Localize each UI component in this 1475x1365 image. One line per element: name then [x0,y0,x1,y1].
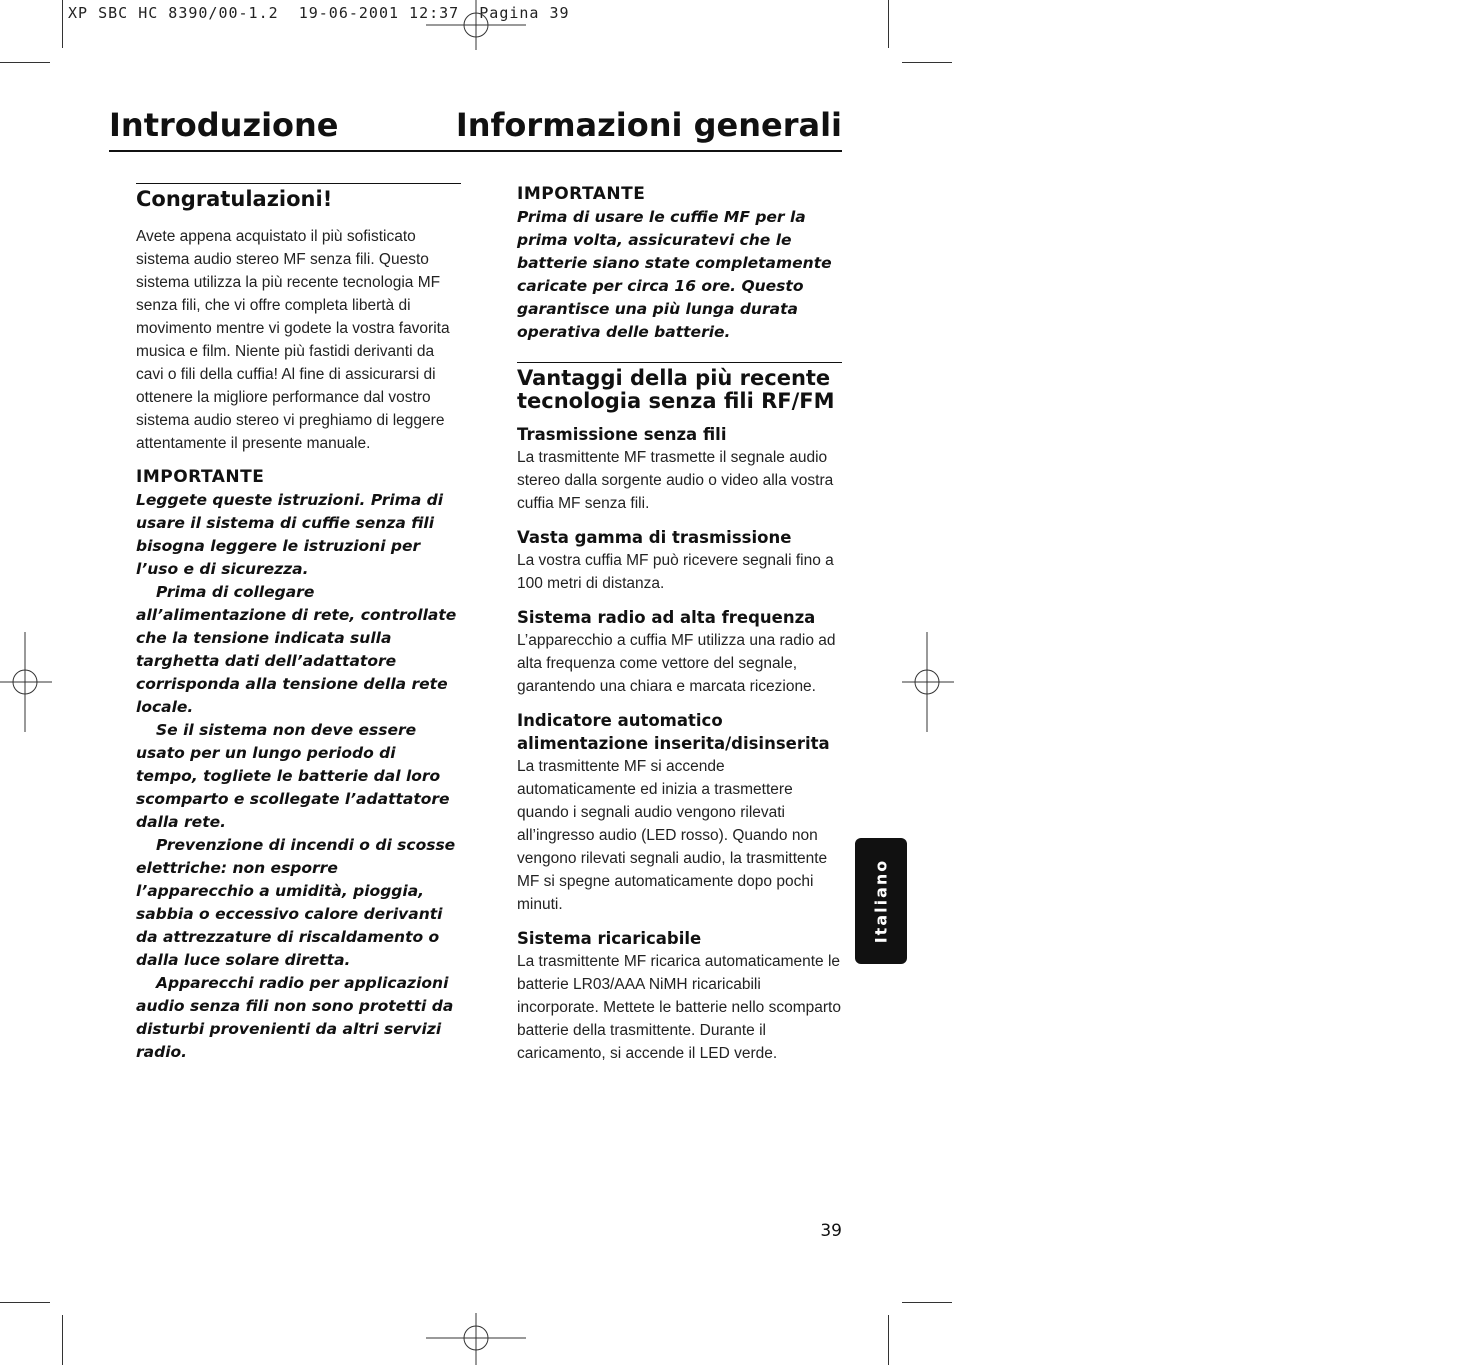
feature-title: Sistema radio ad alta frequenza [517,608,816,627]
section-divider [136,183,461,184]
feature-item [517,927,842,1065]
registration-mark-icon [426,1313,526,1365]
feature-item [517,423,842,515]
page-title: Informazioni generali [455,106,842,144]
important-paragraph: Se il sistema non deve essere usato per un lungo periodo di tempo, togliete le batterie dal loro scomparto e scollegate l’adattatore dalla rete. [136,721,450,831]
feature-text: La trasmittente MF trasmette il segnale audio stereo dalla sorgente audio o video alla vostra cuffia MF senza fili. [517,449,834,512]
print-slug: XP SBC HC 8390/00-1.2 19-06-2001 12:37 Pagina 39 [68,4,570,22]
feature-text: L’apparecchio a cuffia MF utilizza una radio ad alta frequenza come vettore del segnale, garantendo una chiara e marcata ricezione. [517,632,836,695]
crop-mark [0,62,50,63]
header-divider [109,150,842,152]
language-tab [855,838,907,964]
feature-title: Indicatore automatico alimentazione inserita/disinserita [517,711,830,753]
important-paragraph: Leggete queste istruzioni. Prima di usare il sistema di cuffie senza fili bisogna leggere le istruzioni per l’uso e di sicurezza. [136,491,444,578]
crop-mark [62,0,63,48]
important-paragraph: Prevenzione di incendi o di scosse elettriche: non esporre l’apparecchio a umidità, pioggia, sabbia o eccessivo calore derivanti da attrezzature di riscaldamento o dalla luce solare diretta. [136,836,456,969]
feature-text: La vostra cuffia MF può ricevere segnali fino a 100 metri di distanza. [517,552,834,592]
feature-item [517,606,842,698]
advantages-heading: Vantaggi della più recente tecnologia senza fili RF/FM [517,366,835,413]
crop-mark [902,62,952,63]
important-paragraph: Prima di collegare all’alimentazione di rete, controllate che la tensione indicata sulla targhetta dati dell’adattatore corrisponda alla tensione della rete locale. [136,583,457,716]
crop-mark [62,1315,63,1365]
feature-title: Trasmissione senza fili [517,425,727,444]
section-divider [517,362,842,363]
important-label: IMPORTANTE [136,467,265,487]
crop-mark [888,1315,889,1365]
registration-mark-icon [426,0,526,50]
registration-mark-icon [0,632,52,732]
intro-paragraph: Avete appena acquistato il più sofisticato sistema audio stereo MF senza fili. Questo sistema utilizza la più recente tecnologia MF senza fili, che vi offre completa libertà di movimento mentre vi godete la vostra favorita musica e film. Niente più fastidi derivanti da cavi o fili della cuffia! Al fine di assicurarsi di ottenere la migliore performance dal vostro sistema audio stereo vi preghiamo di leggere attentamente il presente manuale. [136,228,450,452]
feature-title: Vasta gamma di trasmissione [517,528,792,547]
registration-mark-icon [902,632,954,732]
language-tab-label: Italiano [871,858,891,944]
right-column [517,183,842,1076]
congratulations-heading: Congratulazioni! [136,187,333,211]
feature-text: La trasmittente MF ricarica automaticamente le batterie LR03/AAA NiMH ricaricabili incorporate. Mettete le batterie nello scomparto batterie della trasmittente. Durante il caricamento, si accende il LED verde. [517,953,841,1062]
feature-item [517,526,842,595]
crop-mark [0,1302,50,1303]
important-label: IMPORTANTE [517,184,646,204]
feature-title: Sistema ricaricabile [517,929,702,948]
left-column [136,183,461,1064]
important-paragraph: Apparecchi radio per applicazioni audio senza fili non sono protetti da disturbi provenienti da altri servizi radio. [136,974,454,1061]
page-number: 39 [820,1221,842,1241]
crop-mark [888,0,889,48]
crop-mark [902,1302,952,1303]
important-battery-note: Prima di usare le cuffie MF per la prima volta, assicuratevi che le batterie siano state completamente caricate per circa 16 ore. Questo garantisce una più lunga durata operativa delle batterie. [517,208,832,341]
feature-item [517,709,842,916]
section-title-introduzione: Introduzione [109,106,339,144]
feature-text: La trasmittente MF si accende automaticamente ed inizia a trasmettere quando i segnali audio vengono rilevati all’ingresso audio (LED rosso). Quando non vengono rilevati segnali audio, la trasmittente MF si spegne automaticamente dopo pochi minuti. [517,758,828,913]
